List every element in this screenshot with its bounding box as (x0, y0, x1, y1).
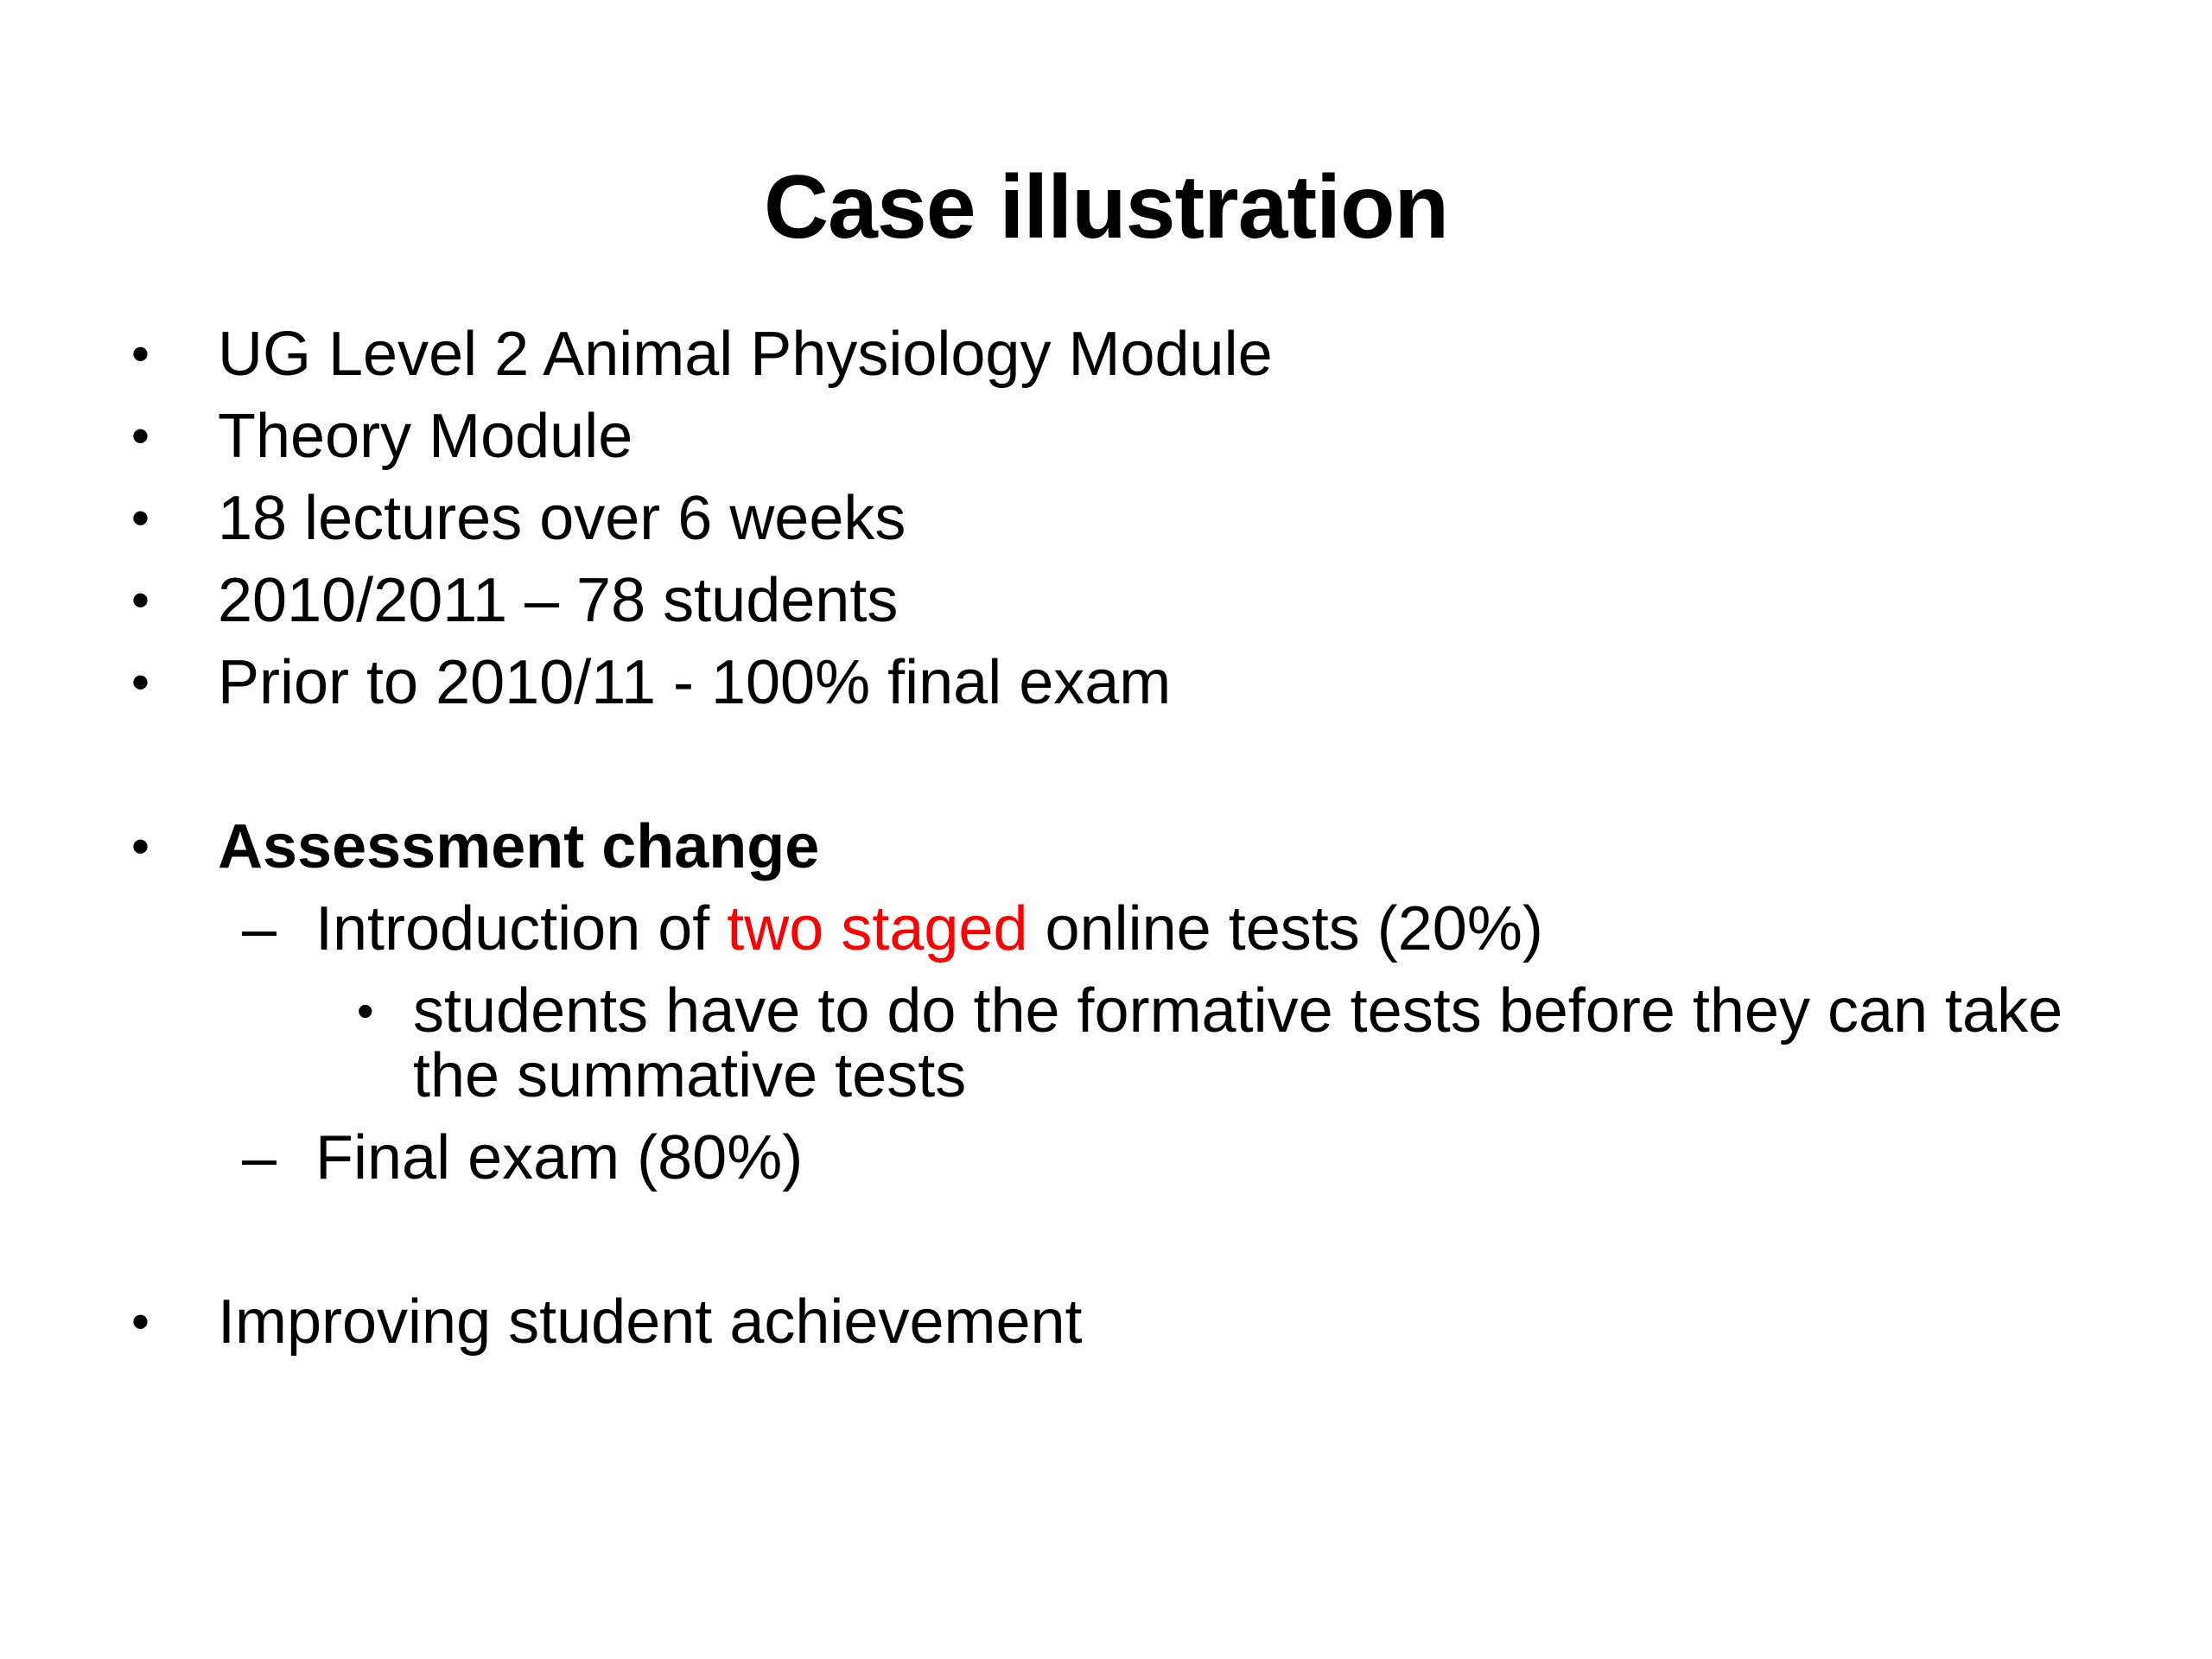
detail-line: students have to do the formative tests before they can take (413, 976, 2063, 1046)
assessment-heading: Assessment change (218, 812, 820, 881)
bullet-marker: • (131, 571, 150, 629)
bullet-marker: • (131, 653, 150, 711)
dash-marker: – (242, 894, 277, 963)
sub-item-text: Introduction of (315, 894, 728, 963)
dash-marker: – (242, 1123, 277, 1192)
bullet-marker: • (131, 489, 150, 547)
assessment-sub-item-final-exam: Final exam (80%) (315, 1123, 804, 1192)
bullet-item: 2010/2011 – 78 students (218, 566, 899, 635)
bullet-marker: • (131, 817, 150, 875)
bullet-marker: • (131, 325, 150, 383)
bullet-item: UG Level 2 Animal Physiology Module (218, 320, 1273, 389)
sub-item-text: online tests (20%) (1027, 894, 1543, 963)
slide-title: Case illustration (763, 157, 1449, 257)
highlight-text: two staged (727, 894, 1028, 963)
bullet-item: Improving student achievement (218, 1287, 1083, 1357)
bullet-marker: • (131, 407, 150, 465)
bullet-marker: • (357, 983, 374, 1038)
assessment-sub-item-online-tests (315, 890, 1543, 968)
bullet-marker: • (131, 1293, 150, 1351)
bullet-item: Theory Module (218, 402, 633, 471)
bullet-item: Prior to 2010/11 - 100% final exam (218, 648, 1172, 717)
detail-line: the summative tests (413, 1041, 967, 1110)
bullet-item: 18 lectures over 6 weeks (218, 484, 906, 553)
